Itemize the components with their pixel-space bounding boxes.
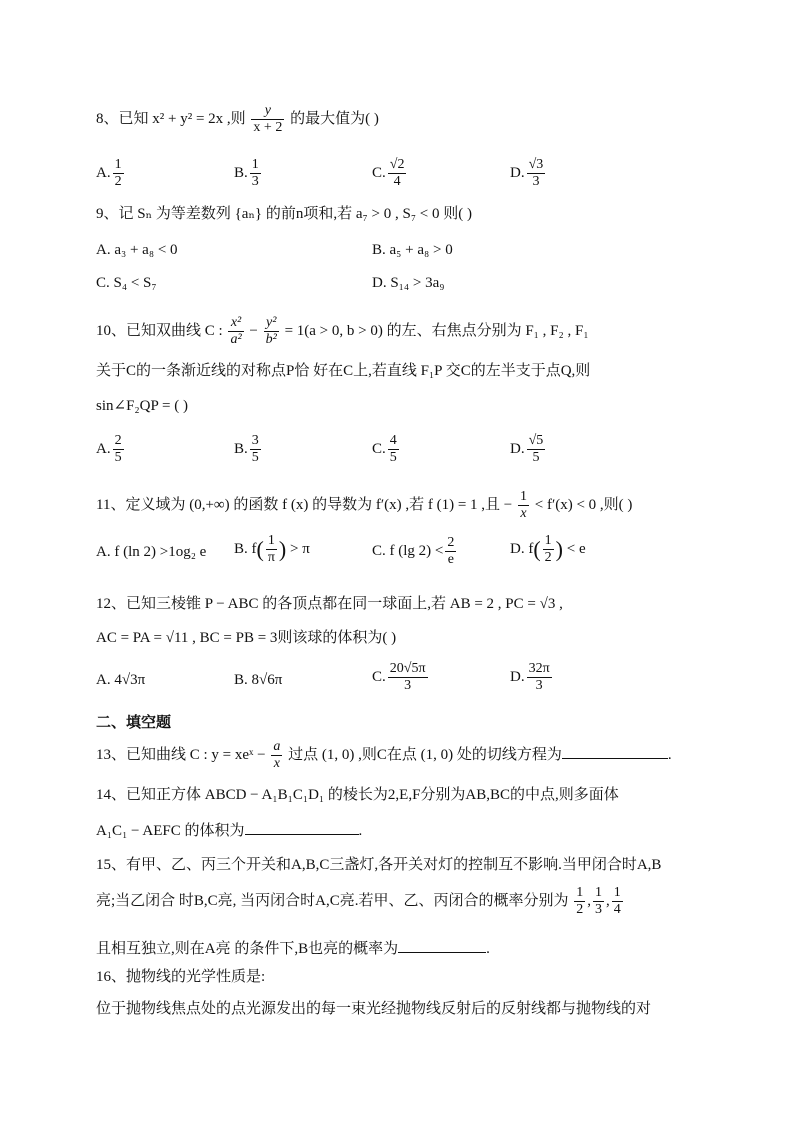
q12-option-c: C. $\frac{20√5\pi}{3}$ bbox=[372, 661, 426, 693]
q8-stem-pre: 8、已知 x² + y² = 2x ,则 bbox=[96, 110, 246, 127]
q9-option-b: B. a₅ + a₈ > 0 bbox=[372, 242, 453, 258]
q12-option-d: D. $\frac{32\pi}{3}$ bbox=[510, 661, 550, 693]
q10-option-b: B. $\frac{3}{5}$ bbox=[234, 433, 259, 465]
q14-line1: 14、已知正方体 ABCD − A₁B₁C₁D₁ 的棱长为2,E,F分别为AB,BC的中点,则多面体 bbox=[96, 787, 619, 803]
q9-option-c: C. S₄ < S₇ bbox=[96, 275, 157, 291]
q12-option-a: A. 4√3π bbox=[96, 672, 146, 688]
q16-line1: 16、抛物线的光学性质是: bbox=[96, 969, 266, 985]
q8-fraction: $\frac{y}{x + 2}$ bbox=[253, 103, 283, 135]
q15-answer-blank[interactable] bbox=[398, 938, 486, 953]
q15-line1: 15、有甲、乙、丙三个开关和A,B,C三盏灯,各开关对灯的控制互不影响.当甲闭合时A,B bbox=[96, 857, 662, 873]
q9-stem: 9、记 Sₙ 为等差数列 {aₙ} 的前n项和,若 a₇ > 0 , S₇ < 0 则( ) bbox=[96, 206, 472, 222]
q12-stem: 12、已知三棱锥 P − ABC 的各顶点都在同一球面上,若 AB = 2 , PC = √3 , bbox=[96, 596, 563, 612]
q15-line2: 亮;当乙闭合 时B,C亮, 当丙闭合时A,C亮.若甲、乙、丙闭合的概率分别为 $\frac{1}{2}$ , $\frac{1}{3}$ , $\frac{1}{4}$ bbox=[96, 885, 621, 917]
q8-stem bbox=[96, 104, 379, 135]
q11-stem: 11、定义域为 (0,+∞) 的函数 f (x) 的导数为 f′(x) ,若 f (1) = 1 ,且 − $\frac{1}{x}$ < f′(x) < 0 ,则( ) bbox=[96, 489, 633, 521]
q9-option-d: D. S₁₄ > 3a₉ bbox=[372, 275, 445, 291]
q10-option-a: A. $\frac{2}{5}$ bbox=[96, 433, 122, 465]
q13-stem: 13、已知曲线 C : y = xeˣ − $\frac{a}{x}$ 过点 (1, 0) ,则C在点 (1, 0) 处的切线方程为 . bbox=[96, 739, 672, 771]
q10-line2: 关于C的一条渐近线的对称点P恰 好在C上,若直线 F₁P 交C的左半支于点Q,则 bbox=[96, 363, 591, 379]
q8-option-d: D. $\frac{√3}{3}$ bbox=[510, 157, 544, 189]
section-heading-fill-in: 二、填空题 bbox=[96, 713, 172, 731]
q12-line2: AC = PA = √11 , BC = PB = 3则该球的体积为( ) bbox=[96, 630, 397, 646]
q10-option-d: D. $\frac{√5}{5}$ bbox=[510, 433, 544, 465]
q14-answer-blank[interactable] bbox=[245, 820, 359, 835]
q16-line2: 位于抛物线焦点处的点光源发出的每一束光经抛物线反射后的反射线都与抛物线的对 bbox=[96, 1001, 652, 1017]
q13-answer-blank[interactable] bbox=[562, 744, 668, 759]
q9-option-a: A. a₃ + a₈ < 0 bbox=[96, 242, 178, 258]
q10-stem: 10、已知双曲线 C : $\frac{\text{x²}}{\text{a²}}$ − $\frac{\text{y²}}{\text{b²}}$ = 1(a > 0, b > 0) 的左、右焦点分别为 F₁ , F₂ , F₁ bbox=[96, 315, 589, 347]
q11-option-b: B. f( $\frac{1}{\pi}$ ) > π bbox=[234, 533, 310, 565]
q12-option-b: B. 8√6π bbox=[234, 672, 283, 688]
q8-stem-post: 的最大值为( ) bbox=[290, 110, 379, 127]
q10-line3: sin∠F₂QP = ( ) bbox=[96, 398, 188, 414]
q8-option-b: B. $\frac{1}{3}$ bbox=[234, 157, 259, 189]
q14-line2: A₁C₁ − AEFC 的体积为 . bbox=[96, 820, 362, 841]
q11-option-d: D. f( $\frac{1}{2}$ ) < e bbox=[510, 533, 586, 565]
q8-option-a: A. $\frac{1}{2}$ bbox=[96, 157, 122, 189]
q11-option-a: A. f (ln 2) >1og₂ e bbox=[96, 544, 207, 560]
q10-option-c: C. $\frac{4}{5}$ bbox=[372, 433, 397, 465]
q8-option-c: C. $\frac{√2}{4}$ bbox=[372, 157, 405, 189]
q11-option-c: C. f (lg 2) < $\frac{2}{e}$ bbox=[372, 535, 455, 567]
q15-line3: 且相互独立,则在A亮 的条件下,B也亮的概率为 . bbox=[96, 938, 490, 959]
